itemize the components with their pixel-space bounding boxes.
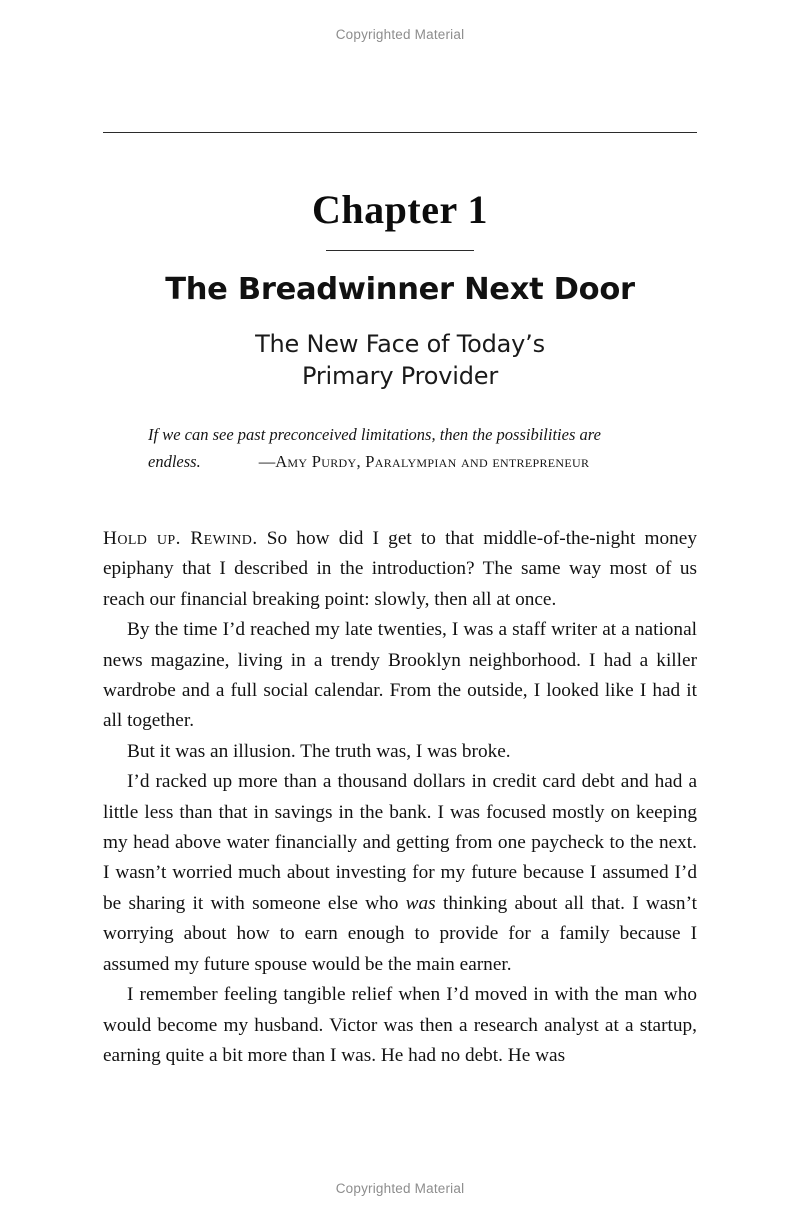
paragraph-1-text: So how did I get to that middle-of-the-night money epiphany that I described in the introduction? The same way most of us reach our financial breaking point: slowly, then all at once. bbox=[103, 528, 697, 610]
chapter-divider-rule bbox=[326, 250, 474, 251]
paragraph-5: I remember feeling tangible relief when I’d moved in with the man who would become my husband. Victor was then a research analyst at a startup, earning quite a bit more than I was. He had no debt. He was bbox=[103, 984, 697, 1066]
paragraph-4 bbox=[103, 767, 697, 980]
epigraph-dash: — bbox=[258, 452, 276, 471]
paragraph-1 bbox=[103, 524, 697, 615]
body-text bbox=[103, 524, 697, 1071]
paragraph-1-opening-smallcaps: Hold up. Rewind. bbox=[103, 528, 258, 549]
chapter-subtitle-line-1: The New Face of Today’s bbox=[255, 330, 545, 358]
chapter-number: Chapter 1 bbox=[312, 187, 488, 232]
copyright-watermark-top: Copyrighted Material bbox=[335, 27, 465, 42]
paragraph-4-emphasis: was bbox=[405, 892, 436, 914]
paragraph-3: But it was an illusion. The truth was, I was broke. bbox=[127, 740, 511, 762]
epigraph-quote: If we can see past preconceived limitations, then the possibilities are endless. bbox=[148, 425, 601, 471]
paragraph-4-text-part-1: I’d racked up more than a thousand dollars in credit card debt and had a little less than that in savings in the bank. I was focused mostly on keeping my head above water financially and getting from one paycheck to the next. I wasn’t worried much about investing for my future because I assumed I’d be sharing it with someone else who bbox=[103, 771, 697, 914]
chapter-subtitle bbox=[103, 328, 697, 392]
chapter-subtitle-line-2: Primary Provider bbox=[302, 362, 498, 390]
paragraph-2: By the time I’d reached my late twenties, I was a staff writer at a national news magazine, living in a trendy Brooklyn neighborhood. I had a killer wardrobe and a full social calendar. From the outside, I looked like I had it all together. bbox=[103, 619, 697, 732]
chapter-title: The Breadwinner Next Door bbox=[165, 272, 635, 307]
copyright-watermark-bottom: Copyrighted Material bbox=[335, 1181, 465, 1196]
epigraph bbox=[148, 421, 653, 475]
paragraph-4-text-part-2: thinking about all that. I wasn’t worrying about how to earn enough to provide for a family because I assumed my future spouse would be the main earner. bbox=[103, 892, 697, 975]
epigraph-attribution: Amy Purdy, Paralympian and entrepreneur bbox=[275, 452, 590, 471]
header-divider-rule bbox=[103, 132, 697, 133]
